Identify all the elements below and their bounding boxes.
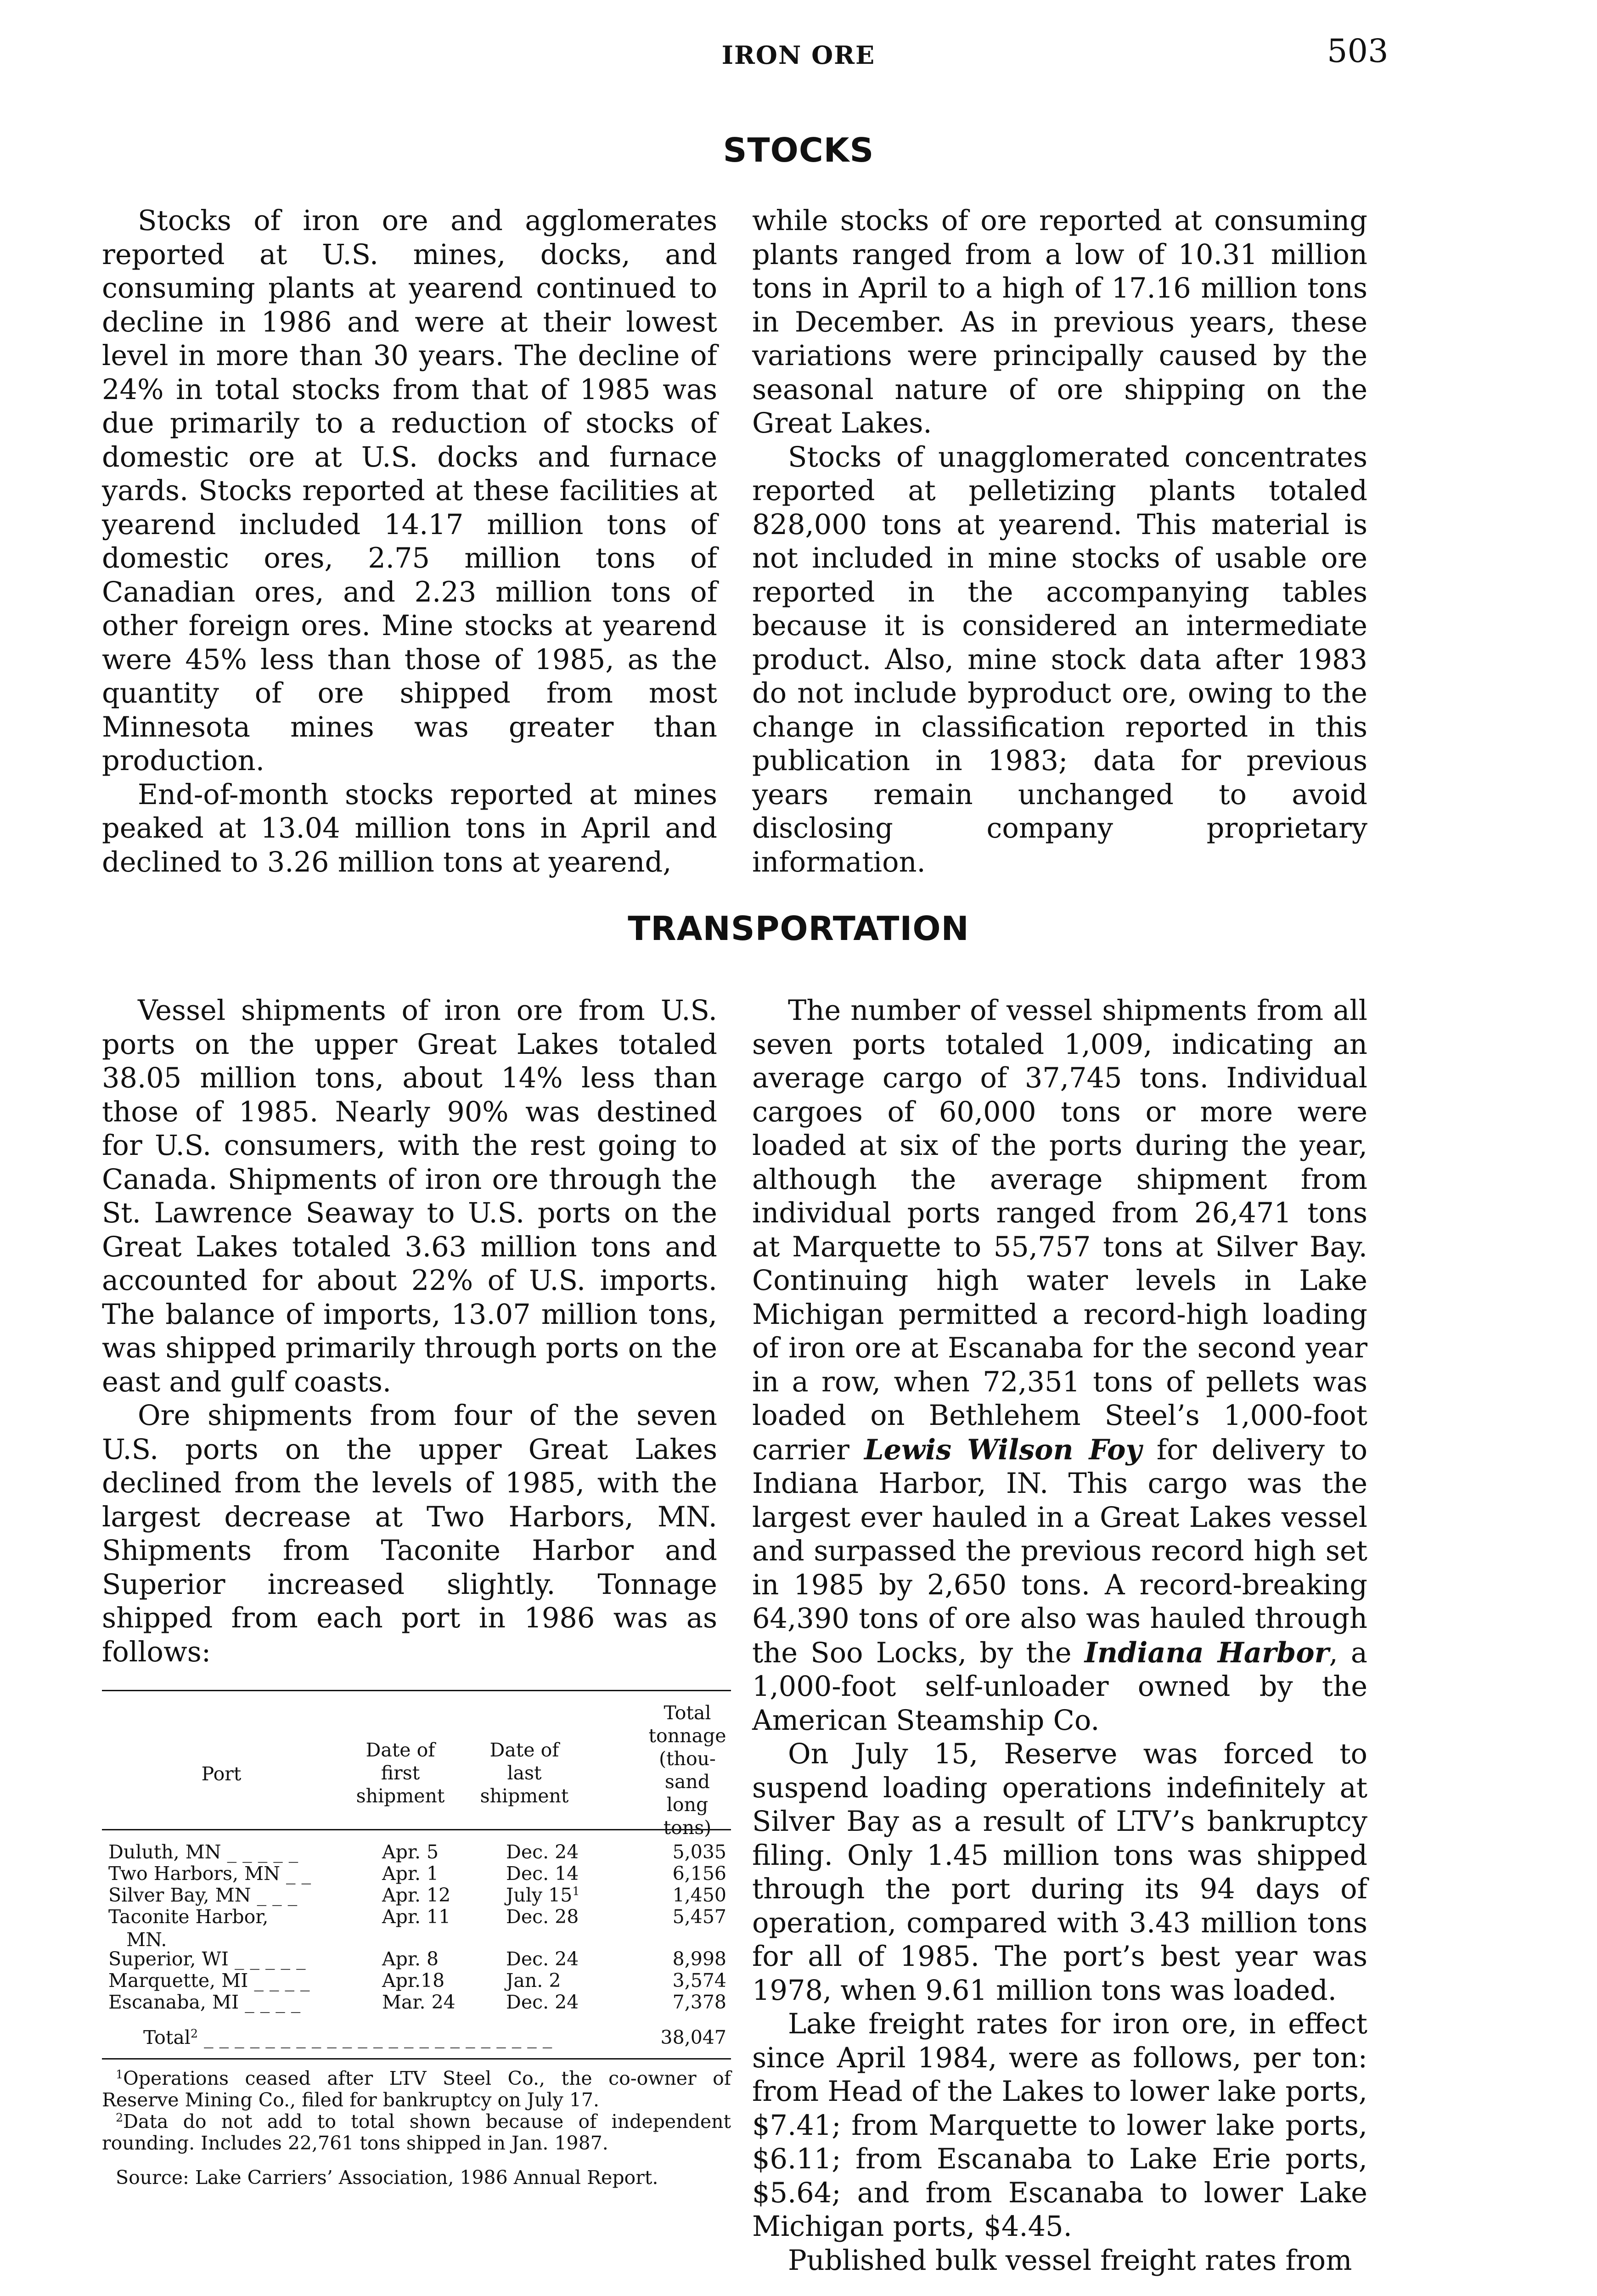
cell-last: Dec. 28 xyxy=(506,1906,579,1928)
paragraph: Published bulk vessel freight rates from xyxy=(788,2244,1352,2277)
cell-port: Marquette, MI _ _ _ _ xyxy=(108,1970,310,1992)
paragraph: End-of-month stocks reported at mines peaked at 13.04 million tons in April and declined to 3.26 million tons at yearend, xyxy=(102,778,717,878)
stocks-left-column xyxy=(102,204,717,879)
cell-first: Apr. 1 xyxy=(382,1863,439,1885)
header-line: sand xyxy=(664,1771,710,1793)
table-row xyxy=(102,1991,731,2012)
paragraph: On July 15, Reserve was forced to suspend loading operations indefinitely at Silver Bay as a result of LTV’s bankruptcy filing. Only 1.45 million tons was shipped through the port during its 94 days of operation, compared with 3.43 million tons for all of 1985. The port’s best year was 1978, when 9.61 million tons was loaded. xyxy=(752,1738,1367,2007)
table-row xyxy=(102,1947,731,1969)
cell-last: Dec. 24 xyxy=(506,1991,579,2013)
header-line: tonnage xyxy=(648,1725,726,1747)
cell-total-value: 38,047 xyxy=(660,2026,726,2048)
cell-last: July $15^1$ xyxy=(506,1884,580,1906)
page-number: 503 xyxy=(1327,32,1389,70)
section-title-stocks: STOCKS xyxy=(723,131,874,169)
table-row xyxy=(102,1862,731,1884)
port-shipments-table xyxy=(102,1690,731,2189)
header-line: (thou- xyxy=(659,1748,716,1770)
footnote: $^2$Data do not add to total shown because of independent rounding. Includes 22,761 tons shipped in Jan. 1987. xyxy=(102,2110,731,2154)
cell-port: Escanaba, MI _ _ _ _ xyxy=(108,1991,301,2013)
header-line: Date of xyxy=(489,1739,559,1761)
paragraph: Stocks of unagglomerated concentrates reported at pelletizing plants totaled 828,000 tons at yearend. This material is not included in mine stocks of usable ore reported in the accompanying tables because it is considered an intermediate product. Also, mine stock data after 1983 do not include byproduct ore, owing to the change in classification reported in this publication in 1983; data for previous years remain unchanged to avoid disclosing company proprietary information. xyxy=(752,441,1367,878)
cell-first: Apr. 11 xyxy=(382,1906,451,1928)
header-first-shipment xyxy=(350,1739,451,1807)
transportation-left-column xyxy=(102,994,717,1669)
header-line: last xyxy=(507,1762,542,1784)
table-row xyxy=(102,1840,731,1862)
table-header-rule xyxy=(102,1829,731,1830)
cell-port: Silver Bay, MN _ _ _ xyxy=(108,1884,298,1906)
text-run: The number of vessel shipments from all seven ports totaled 1,009, indicating an average cargo of 37,745 tons. Individual cargoes of 60,000 tons or more were loaded at six of the ports during the year, although the average shipment from individual ports ranged from 26,471 tons at Marquette to 55,757 tons at Silver Bay. Continuing high water levels in Lake Michigan permitted a record-high loading of iron ore at Escanaba for the second year in a row, when 72,351 tons of pellets was loaded on Bethlehem Steel’s 1,000-foot carrier xyxy=(752,995,1367,1466)
stocks-right-column xyxy=(752,204,1367,879)
header-last-shipment xyxy=(474,1739,575,1807)
cell-port: Duluth, MN _ _ _ _ _ xyxy=(108,1841,298,1863)
cell-last: Dec. 24 xyxy=(506,1841,579,1863)
paragraph: while stocks of ore reported at consuming plants ranged from a low of 10.31 million tons in April to a high of 17.16 million tons in December. As in previous years, these variations were principally caused by the seasonal nature of ore shipping on the Great Lakes. xyxy=(752,205,1367,439)
table-header xyxy=(102,1691,731,1839)
header-line: tons) xyxy=(663,1817,712,1839)
cell-first: Apr. 8 xyxy=(382,1948,439,1970)
paragraph xyxy=(752,994,1367,1738)
cell-total: 5,457 xyxy=(672,1906,726,1928)
cell-port: Superior, WI _ _ _ _ _ xyxy=(108,1948,306,1970)
cell-total: 6,156 xyxy=(672,1863,726,1885)
header-port: Port xyxy=(201,1763,242,1785)
paragraph: Stocks of iron ore and agglomerates reported at U.S. mines, docks, and consuming plants at yearend continued to decline in 1986 and were at their lowest level in more than 30 years. The decline of 24% in total stocks from that of 1985 was due primarily to a reduction of stocks of domestic ore at U.S. docks and furnace yards. Stocks reported at these facilities at yearend included 14.17 million tons of domestic ores, 2.75 million tons of Canadian ores, and 2.23 million tons of other foreign ores. Mine stocks at yearend were 45% less than those of 1985, as the quantity of ore shipped from most Minnesota mines was greater than production. xyxy=(102,205,717,777)
cell-total: 1,450 xyxy=(672,1884,726,1906)
cell-last: Dec. 14 xyxy=(506,1863,579,1885)
table-total-row xyxy=(102,2026,731,2058)
cell-total: 7,378 xyxy=(672,1991,726,2013)
vessel-name: Lewis Wilson Foy xyxy=(864,1433,1142,1466)
cell-total: 5,035 xyxy=(672,1841,726,1863)
cell-total: 3,574 xyxy=(672,1970,726,1992)
cell-total-label: Total$^2$ _ _ _ _ _ _ _ _ _ _ _ _ _ _ _ _ _ _ _ _ _ _ _ xyxy=(143,2026,552,2048)
paragraph: Ore shipments from four of the seven U.S. ports on the upper Great Lakes declined from the levels of 1985, with the largest decrease at Two Harbors, MN. Shipments from Taconite Harbor and Superior increased slightly. Tonnage shipped from each port in 1986 was as follows: xyxy=(102,1400,717,1668)
header-line: first xyxy=(381,1762,420,1784)
table-source: Source: Lake Carriers’ Association, 1986 Annual Report. xyxy=(116,2167,658,2189)
cell-first: Mar. 24 xyxy=(382,1991,455,2013)
cell-first: Apr. 5 xyxy=(382,1841,439,1863)
header-line: Total xyxy=(664,1702,711,1724)
cell-port: Taconite Harbor, MN. xyxy=(108,1906,269,1951)
table-row xyxy=(102,1969,731,1991)
cell-first: Apr. 12 xyxy=(382,1884,451,1906)
paragraph: Vessel shipments of iron ore from U.S. ports on the upper Great Lakes totaled 38.05 million tons, about 14% less than those of 1985. Nearly 90% was destined for U.S. consumers, with the rest going to Canada. Shipments of iron ore through the St. Lawrence Seaway to U.S. ports on the Great Lakes totaled 3.63 million tons and accounted for about 22% of U.S. imports. The balance of imports, 13.07 million tons, was shipped primarily through ports on the east and gulf coasts. xyxy=(102,995,717,1398)
cell-total: 8,998 xyxy=(672,1948,726,1970)
table-footnotes xyxy=(102,2068,731,2189)
cell-first: Apr.18 xyxy=(382,1970,445,1992)
header-line: long xyxy=(666,1794,709,1816)
text-run: for delivery to Indiana Harbor, IN. This cargo was the largest ever hauled in a Great Lakes vessel and surpassed the previous record high set in 1985 by 2,650 tons. A record-breaking 64,390 tons of ore also was hauled through the Soo Locks, by the xyxy=(752,1434,1367,1669)
running-title: IRON ORE xyxy=(721,40,876,70)
table-bottom-rule xyxy=(102,2058,731,2060)
table-row xyxy=(102,1905,731,1951)
table-row xyxy=(102,1884,731,1905)
cell-last: Dec. 24 xyxy=(506,1948,579,1970)
header-line: shipment xyxy=(356,1785,445,1807)
header-line: Date of xyxy=(366,1739,435,1761)
section-title-transportation: TRANSPORTATION xyxy=(628,909,969,948)
text-run: , a 1,000-foot self-unloader owned by the American Steamship Co. xyxy=(752,1637,1367,1737)
paragraph: Lake freight rates for iron ore, in effect since April 1984, were as follows, per ton: from Head of the Lakes to lower lake ports, $7.41; from Marquette to lower lake ports, $6.11; from Escanaba to Lake Erie ports, $5.64; and from Escanaba to lower Lake Michigan ports, $4.45. xyxy=(752,2008,1367,2243)
header-total-tonnage xyxy=(644,1701,731,1839)
header-line: shipment xyxy=(480,1785,569,1807)
cell-last: Jan. 2 xyxy=(506,1970,561,1992)
vessel-name: Indiana Harbor xyxy=(1084,1636,1329,1669)
footnote: $^1$Operations ceased after LTV Steel Co., the co-owner of Reserve Mining Co., filed for bankruptcy on July 17. xyxy=(102,2067,731,2111)
cell-port: Two Harbors, MN _ _ xyxy=(108,1863,311,1885)
transportation-right-column xyxy=(752,994,1367,2278)
